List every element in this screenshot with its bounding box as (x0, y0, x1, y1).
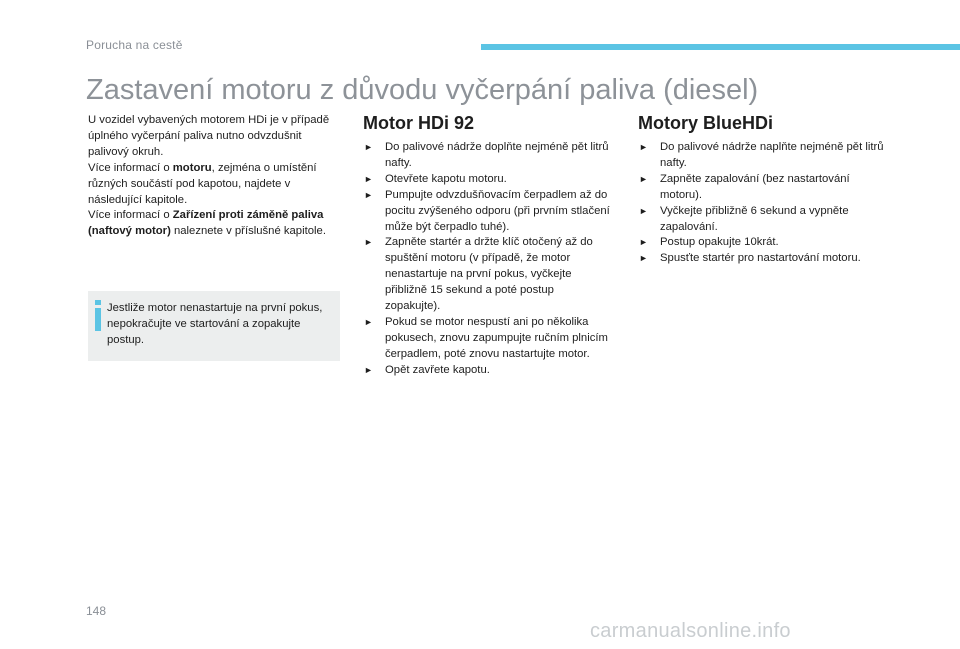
step-text: Pumpujte odvzdušňovacím čerpadlem až do pocitu zvýšeného odporu (při prvním stlačení může být čerpadlo tuhé). (385, 188, 610, 233)
page-number: 148 (86, 604, 107, 618)
step-text: Zapněte startér a držte klíč otočený až do spuštění motoru (v případě, že motor nenastartuje na první pokus, vyčkejte přibližně 15 sekund a poté postup zopakujte). (385, 236, 593, 313)
intro-text (88, 113, 344, 240)
bullet-icon: ► (364, 189, 373, 200)
bullet-icon: ► (639, 205, 648, 216)
step-item (639, 204, 885, 236)
intro-p2-suffix: , zejména o umístění různých součástí pod kapotou, najdete v následující kapitole. (88, 161, 317, 206)
step-item (364, 315, 610, 363)
step-text: Vyčkejte přibližně 6 sekund a vypněte zapalování. (660, 204, 849, 233)
bluehdi-steps (639, 140, 885, 267)
step-text: Pokud se motor nespustí ani po několika pokusech, znovu zapumpujte ručním plnicím čerpadlem, poté znovu nastartujte motor. (385, 315, 608, 360)
bullet-icon: ► (639, 253, 648, 264)
intro-p2-bold: motoru (172, 161, 212, 174)
step-item (364, 172, 610, 188)
step-item (639, 235, 885, 251)
bullet-icon: ► (639, 173, 648, 184)
step-text: Otevřete kapotu motoru. (385, 172, 507, 185)
watermark: carmanualsonline.info (590, 620, 791, 642)
hdi92-heading: Motor HDi 92 (363, 113, 475, 133)
intro-p3-suffix: naleznete v příslušné kapitole. (170, 225, 326, 238)
page-title: Zastavení motoru z důvodu vyčerpání paliva (diesel) (86, 74, 759, 106)
intro-p3-prefix: Více informací o (88, 209, 173, 222)
intro-p3-bold: Zařízení proti záměně paliva (naftový motor) (88, 209, 324, 238)
step-text: Zapněte zapalování (bez nastartování motoru). (660, 172, 850, 201)
note-text: Jestliže motor nenastartuje na první pokus, nepokračujte ve startování a zopakujte postup. (107, 302, 323, 346)
step-text: Do palivové nádrže naplňte nejméně pět litrů nafty. (660, 141, 884, 169)
step-text: Do palivové nádrže doplňte nejméně pět litrů nafty. (385, 141, 609, 169)
bullet-icon: ► (364, 142, 373, 152)
step-item (639, 140, 885, 172)
intro-p2-prefix: Více informací o (88, 161, 173, 174)
bullet-icon: ► (639, 237, 648, 248)
step-text: Spusťte startér pro nastartování motoru. (660, 252, 861, 265)
bullet-icon: ► (639, 142, 648, 152)
hdi92-steps (364, 140, 610, 379)
bullet-icon: ► (364, 316, 373, 327)
info-icon (95, 300, 101, 331)
step-text: Opět zavřete kapotu. (385, 363, 490, 376)
bullet-icon: ► (364, 173, 373, 184)
step-item (364, 188, 610, 236)
step-item (639, 251, 885, 267)
header-accent-bar (481, 44, 960, 50)
step-item (364, 235, 610, 315)
intro-paragraph-3 (88, 208, 344, 240)
step-text: Postup opakujte 10krát. (660, 236, 779, 249)
bullet-icon: ► (364, 364, 373, 375)
intro-paragraph-1: U vozidel vybavených motorem HDi je v případě úplného vyčerpání paliva nutno odvzdušnit palivový okruh. (88, 114, 330, 158)
note-box (88, 291, 340, 361)
bullet-icon: ► (364, 237, 373, 248)
step-item (364, 363, 610, 379)
step-item (364, 140, 610, 172)
bluehdi-heading: Motory BlueHDi (638, 113, 773, 133)
section-label: Porucha na cestě (86, 38, 183, 52)
intro-paragraph-2 (88, 161, 344, 209)
step-item (639, 172, 885, 204)
